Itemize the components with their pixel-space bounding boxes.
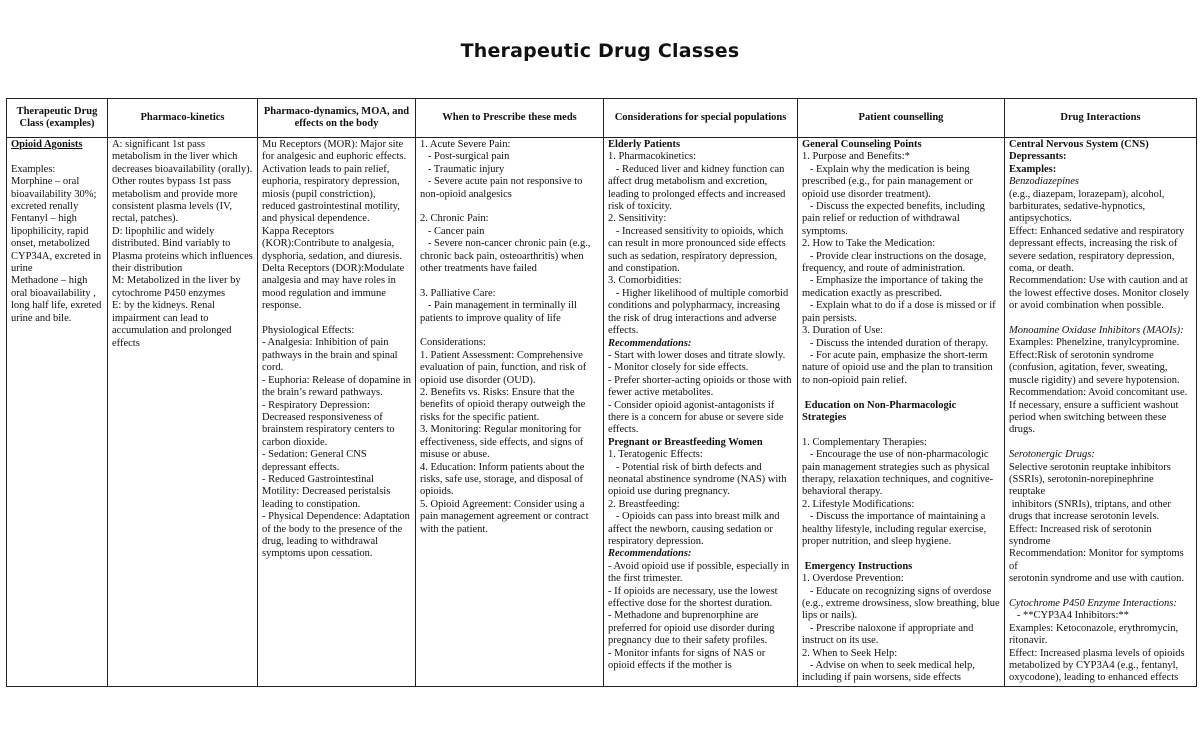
cell-text-line: Effect: Increased plasma levels of opioids metabolized by CYP3A4 (e.g., fentanyl, oxycodone), leading to enhanced effects	[1009, 647, 1188, 684]
cell-text-line: - Opioids can pass into breast milk and affect the newborn, causing sedation or respiratory depression.	[608, 511, 783, 547]
cell-text-line: - Methadone and buprenorphine are preferred for opioid use disorder during pregnancy due to their safety profiles.	[608, 610, 778, 647]
cell-text-line: (e.g., diazepam, lorazepam), alcohol, barbiturates, sedative-hypnotics, antipsychotics.	[1009, 188, 1168, 225]
cell-text-line: - **CYP3A4 Inhibitors:**	[1009, 610, 1129, 622]
cell-text-line: - Discuss the expected benefits, including pain relief or reduction of withdrawal symptoms.	[802, 201, 988, 237]
document-title: Therapeutic Drug Classes	[460, 40, 740, 62]
cell-when-to-prescribe	[416, 138, 604, 687]
cell-text-line: 1. Pharmacokinetics:	[608, 151, 697, 163]
cell-text-line: Examples: Ketoconazole, erythromycin, ritonavir.	[1009, 622, 1181, 647]
cell-text-line: - Increased sensitivity to opioids, which can result in more pronounced side effects such as sedation, respiratory depression, and constipation.	[608, 225, 789, 275]
cell-text-line: E: by the kidneys. Renal impairment can lead to accumulation and prolonged effects	[112, 300, 235, 349]
cell-text-line: 1. Overdose Prevention:	[802, 573, 904, 585]
cell-text-line: - Sedation: General CNS depressant effects.	[262, 449, 370, 473]
cell-text-line: serotonin syndrome and use with caution.	[1009, 573, 1184, 585]
header-row	[7, 99, 1197, 138]
cell-text-line: Selective serotonin reuptake inhibitors (SSRIs), serotonin-norepinephrine reuptake	[1009, 461, 1174, 498]
cell-when-to-prescribe-content	[420, 139, 599, 685]
cell-text-line: Recommendations:	[608, 337, 692, 349]
cell-text-line: - Encourage the use of non-pharmacologic pain management strategies such as physical therapy, relaxation techniques, and cognitive-behavioral therapy.	[802, 449, 994, 498]
cell-text-line: - Physical Dependence: Adaptation of the body to the presence of the drug, leading to withdrawal symptoms upon cessation.	[262, 511, 413, 560]
cell-text-line: inhibitors (SNRIs), triptans, and other drugs that increase serotonin levels.	[1009, 498, 1174, 523]
spacer	[802, 424, 1000, 436]
spacer	[11, 151, 103, 163]
cell-text-line: 1. Acute Severe Pain:	[420, 139, 511, 150]
cell-text-line: - Discuss the importance of maintaining a healthy lifestyle, including regular exercise, proper nutrition, and sleep hygiene.	[802, 511, 989, 547]
spacer	[420, 275, 599, 287]
cell-special-populations	[604, 138, 798, 687]
cell-text-line: - Severe acute pain not responsive to non-opioid analgesics	[420, 176, 586, 200]
cell-drug-interactions-content	[1009, 139, 1192, 685]
cell-text-line: 2. How to Take the Medication:	[802, 238, 936, 250]
cell-text-line: - Advise on when to seek medical help, including if pain worsens, side effects	[802, 660, 978, 684]
spacer	[802, 387, 1000, 399]
spacer	[420, 201, 599, 213]
cell-text-line: Morphine – oral bioavailability 30%; excreted renally	[11, 176, 100, 213]
cell-text-line: 2. Benefits vs. Risks: Ensure that the benefits of opioid therapy outweigh the risks for the specific patient.	[420, 387, 588, 423]
cell-text-line: Recommendation: Use with caution and at the lowest effective doses. Monitor closely or avoid combination when possible.	[1009, 275, 1192, 312]
cell-text-line: Delta Receptors (DOR):Modulate analgesia and may have roles in mood regulation and immune response.	[262, 263, 407, 312]
cell-text-line: - Discuss the intended duration of therapy.	[802, 337, 988, 349]
cell-special-populations-content	[608, 139, 793, 685]
header-drug-interactions: Drug Interactions	[1005, 99, 1197, 138]
spacer	[262, 313, 411, 325]
spacer	[802, 548, 1000, 560]
cell-text-line: Recommendation: Monitor for symptoms of	[1009, 548, 1187, 572]
cell-text-line: - Prefer shorter-acting opioids or those with fewer active metabolites.	[608, 374, 795, 399]
cell-text-line: Opioid Agonists	[11, 139, 83, 150]
cell-text-line: - Respiratory Depression: Decreased responsiveness of brainstem respiratory centers to carbon dioxide.	[262, 399, 398, 448]
cell-text-line: 2. When to Seek Help:	[802, 647, 898, 659]
cell-text-line: - Emphasize the importance of taking the medication exactly as prescribed.	[802, 275, 986, 299]
cell-text-line: - If opioids are necessary, use the lowest effective dose for the shortest duration.	[608, 585, 781, 610]
cell-text-line: Benzodiazepines	[1009, 176, 1079, 188]
cell-text-line: - Pain management in terminally ill patients to improve quality of life	[420, 300, 580, 324]
cell-text-line: 5. Opioid Agreement: Consider using a pain management agreement or contract with the patient.	[420, 498, 592, 535]
cell-text-line: 4. Education: Inform patients about the risks, safe use, storage, and disposal of opioids.	[420, 461, 588, 498]
cell-text-line: General Counseling Points	[802, 139, 922, 150]
cell-text-line: 2. Sensitivity:	[608, 213, 667, 225]
cell-text-line: - Start with lower doses and titrate slowly.	[608, 349, 786, 361]
cell-text-line: - Analgesia: Inhibition of pain pathways in the brain and spinal cord.	[262, 337, 401, 374]
cell-text-line: 2. Chronic Pain:	[420, 213, 489, 225]
cell-text-line: Examples:	[1009, 163, 1057, 175]
table-row	[7, 138, 1197, 687]
cell-text-line: 2. Breastfeeding:	[608, 498, 680, 510]
cell-text-line: Effect: Increased risk of serotonin syndrome	[1009, 523, 1155, 547]
cell-text-line: 3. Comorbidities:	[608, 275, 682, 287]
cell-text-line: - Consider opioid agonist-antagonists if there is a concern for abuse or severe side effects.	[608, 399, 787, 436]
cell-text-line: Recommendations:	[608, 548, 692, 560]
cell-text-line: - Explain what to do if a dose is missed or if pain persists.	[802, 300, 999, 324]
cell-text-line: Examples: Phenelzine, tranylcypromine.	[1009, 337, 1180, 349]
cell-patient-counselling-content	[802, 139, 1003, 685]
cell-text-line: 3. Monitoring: Regular monitoring for effectiveness, side effects, and signs of misuse or abuse.	[420, 424, 586, 461]
cell-text-line: - Avoid opioid use if possible, especially in the first trimester.	[608, 560, 792, 585]
header-pharmacokinetics: Pharmaco-kinetics	[108, 99, 258, 138]
cell-text-line: - Reduced Gastrointestinal Motility: Decreased peristalsis leading to constipation.	[262, 473, 393, 510]
cell-text-line: - Prescribe naloxone if appropriate and instruct on its use.	[802, 622, 977, 647]
cell-text-line: Pregnant or Breastfeeding Women	[608, 436, 763, 448]
cell-text-line: - Reduced liver and kidney function can affect drug metabolism and excretion, leading to prolonged effects and increased risk of toxicity.	[608, 163, 788, 213]
cell-text-line: - Monitor infants for signs of NAS or opioid effects if the mother is	[608, 647, 768, 672]
cell-text-line: Education on Non-Pharmacologic Strategies	[802, 399, 959, 423]
cell-text-line: - Explain why the medication is being prescribed (e.g., for pain management or opioid use disorder treatment).	[802, 163, 976, 200]
cell-text-line: Serotonergic Drugs:	[1009, 449, 1095, 461]
cell-drug-class	[7, 138, 108, 687]
cell-text-line: Methadone – high oral bioavailability , long half life, exreted urine and bile.	[11, 275, 105, 324]
cell-text-line: - Severe non-cancer chronic pain (e.g., chronic back pain, osteoarthritis) when other treatments have failed	[420, 238, 594, 275]
cell-text-line: 1. Purpose and Benefits:*	[802, 151, 910, 163]
cell-patient-counselling	[798, 138, 1005, 687]
cell-drug-class-content	[11, 139, 103, 685]
cell-text-line: D: lipophilic and widely distributed. Bind variably to Plasma proteins which influences their distribution	[112, 225, 256, 275]
header-patient-counselling: Patient counselling	[798, 99, 1005, 138]
cell-text-line: 2. Lifestyle Modifications:	[802, 498, 915, 510]
cell-text-line: Effect: Enhanced sedative and respiratory depressant effects, increasing the risk of severe sedation, respiratory depression, coma, or death.	[1009, 225, 1187, 275]
cell-text-line: Considerations:	[420, 337, 486, 349]
cell-text-line: 3. Palliative Care:	[420, 287, 496, 299]
cell-text-line: Effect:Risk of serotonin syndrome (confusion, agitation, fever, sweating, muscle rigidity) and severe hypotension.	[1009, 349, 1180, 386]
cell-text-line: Emergency Instructions	[802, 560, 913, 572]
cell-pharmacodynamics	[258, 138, 416, 687]
cell-text-line: - Potential risk of birth defects and neonatal abstinence syndrome (NAS) with opioid use during pregnancy.	[608, 461, 790, 498]
header-when-to-prescribe: When to Prescribe these meds	[416, 99, 604, 138]
cell-text-line: Elderly Patients	[608, 139, 681, 150]
cell-pharmacokinetics	[108, 138, 258, 687]
header-special-populations: Considerations for special populations	[604, 99, 798, 138]
cell-text-line: Recommendation: Avoid concomitant use. If necessary, ensure a sufficient washout period when switching between these drugs.	[1009, 387, 1190, 436]
cell-text-line: Mu Receptors (MOR): Major site for analgesic and euphoric effects. Activation leads to pain relief, euphoria, respiratory depression, miosis (pupil constriction), reduced gastrointestinal motility, and physical dependence.	[262, 139, 409, 225]
cell-text-line: - Cancer pain	[420, 225, 485, 237]
cell-text-line: A: significant 1st pass metabolism in the liver which decreases bioavailability (orally). Other routes bypass 1st pass metabolism and provide more consistent plasma levels (IV, rectal, patches).	[112, 139, 255, 225]
header-pharmacodynamics: Pharmaco-dynamics, MOA, and effects on the body	[258, 99, 416, 138]
header-drug-class: Therapeutic Drug Class (examples)	[7, 99, 108, 138]
drug-classes-table	[6, 98, 1197, 687]
cell-text-line: Central Nervous System (CNS) Depressants:	[1009, 139, 1152, 163]
spacer	[420, 325, 599, 337]
cell-text-line: Fentanyl – high lipophilicity, rapid onset, metabolized CYP34A, excreted in urine	[11, 213, 104, 275]
cell-text-line: Examples:	[11, 163, 56, 175]
cell-text-line: Monoamine Oxidase Inhibitors (MAOIs):	[1009, 325, 1184, 337]
spacer	[1009, 586, 1192, 598]
cell-drug-interactions	[1005, 138, 1197, 687]
cell-text-line: 1. Complementary Therapies:	[802, 436, 927, 448]
cell-text-line: 1. Patient Assessment: Comprehensive evaluation of pain, function, and risk of opioid use disorder (OUD).	[420, 349, 589, 386]
spacer	[1009, 313, 1192, 325]
cell-pharmacodynamics-content	[262, 139, 414, 685]
cell-text-line: - Provide clear instructions on the dosage, frequency, and route of administration.	[802, 250, 989, 275]
spacer	[1009, 437, 1192, 449]
cell-text-line: Cytochrome P450 Enzyme Interactions:	[1009, 597, 1177, 609]
cell-text-line: - Higher likelihood of multiple comorbid conditions and polypharmacy, increasing the risk of drug interactions and adverse effects.	[608, 287, 791, 337]
cell-pharmacokinetics-content	[112, 139, 256, 685]
cell-text-line: - Euphoria: Release of dopamine in the brain’s reward pathways.	[262, 374, 414, 399]
cell-text-line: - For acute pain, emphasize the short-term nature of opioid use and the plan to transition to non-opioid pain relief.	[802, 349, 996, 386]
cell-text-line: - Monitor closely for side effects.	[608, 362, 749, 374]
cell-text-line: M: Metabolized in the liver by cytochrome P450 enzymes	[112, 275, 244, 299]
cell-text-line: - Post-surgical pain	[420, 151, 510, 163]
cell-text-line: - Educate on recognizing signs of overdose (e.g., extreme drowsiness, slow breathing, blue lips or nails).	[802, 585, 1003, 622]
cell-text-line: 3. Duration of Use:	[802, 325, 884, 337]
cell-text-line: - Traumatic injury	[420, 163, 505, 175]
cell-text-line: Kappa Receptors (KOR):Contribute to analgesia, dysphoria, sedation, and diuresis.	[262, 225, 402, 262]
cell-text-line: Physiological Effects:	[262, 325, 355, 337]
cell-text-line: 1. Teratogenic Effects:	[608, 449, 703, 461]
